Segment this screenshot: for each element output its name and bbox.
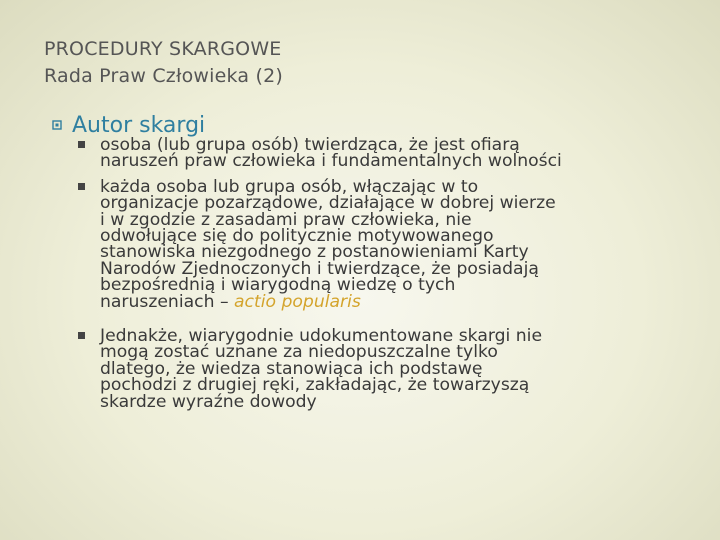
item-line: stanowiska niezgodnego z postanowieniami Karty [100, 242, 529, 263]
item-line: organizacje pozarządowe, działające w dobrej wierze [100, 193, 556, 214]
emphasis-term: actio popularis [234, 291, 361, 312]
slide-title [44, 36, 664, 90]
item-line: odwołujące się do politycznie motywowanego [100, 226, 494, 247]
slide-title-line-1: PROCEDURY SKARGOWE [44, 38, 282, 60]
hollow-square-bullet-icon [52, 120, 62, 130]
item-line: pochodzi z drugiej ręki, zakładając, że towarzyszą [100, 375, 530, 396]
list-item [52, 176, 692, 312]
square-bullet-icon [78, 332, 85, 339]
item-line: każda osoba lub grupa osób, włączając w to [100, 176, 479, 197]
square-bullet-icon [78, 183, 85, 190]
section-heading-text: Autor skargi [72, 113, 206, 138]
item-line: naruszeń praw człowieka i fundamentalnych wolności [100, 151, 562, 172]
item-line: osoba (lub grupa osób) twierdząca, że jest ofiarą [100, 135, 520, 155]
item-line-last [100, 291, 692, 312]
item-line: dlatego, że wiedza stanowiąca ich podstawę [100, 358, 483, 379]
item-line: bezpośrednią i wiarygodną wiedzę o tych [100, 275, 456, 296]
square-bullet-icon [78, 141, 85, 148]
item-line: i w zgodzie z zasadami praw człowieka, nie [100, 209, 472, 230]
slide-content [52, 114, 692, 410]
list-item [52, 328, 692, 410]
item-line: skardze wyraźne dowody [100, 391, 317, 412]
slide-title-line-2: Rada Praw Człowieka (2) [44, 65, 283, 87]
item-line: Narodów Zjednoczonych i twierdzące, że posiadają [100, 258, 539, 279]
item-line-prefix: naruszeniach – [100, 291, 235, 312]
item-line: mogą zostać uznane za niedopuszczalne tylko [100, 342, 498, 363]
item-line: Jednakże, wiarygodnie udokumentowane skargi nie [100, 326, 543, 347]
list-item [52, 137, 692, 170]
